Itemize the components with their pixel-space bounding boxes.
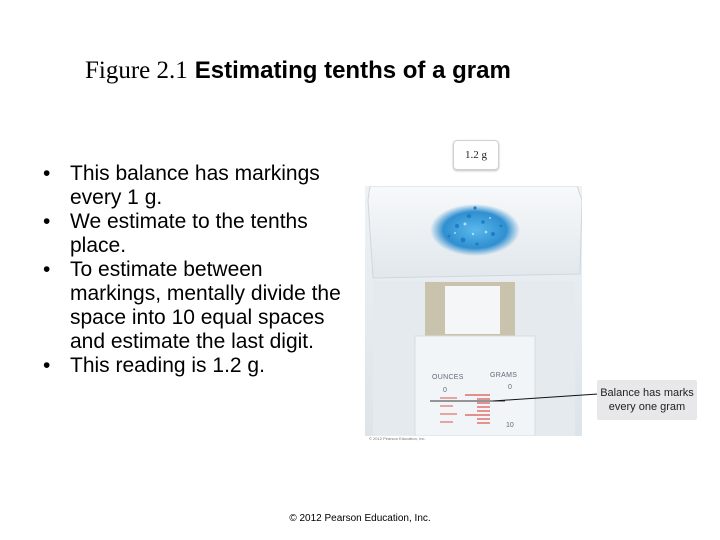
slide-title (85, 54, 705, 87)
bullet-text: This balance has markings every 1 g. (70, 162, 320, 209)
list-item (33, 354, 353, 378)
figure-heading: Estimating tenths of a gram (194, 57, 511, 84)
bullet-list (33, 162, 353, 378)
list-item (33, 162, 353, 210)
photo-credit: © 2012 Pearson Education, Inc. (369, 436, 426, 441)
bullet-text: This reading is 1.2 g. (70, 354, 265, 377)
crystal-pile (430, 204, 520, 256)
balance-column (445, 286, 500, 334)
bullet-dot: • (43, 162, 51, 185)
bullet-dot: • (43, 210, 51, 233)
marks-callout-text: Balance has marks every one gram (600, 387, 694, 413)
figure-label: Figure 2.1 (85, 57, 188, 84)
list-item (33, 258, 353, 354)
balance-photo (365, 186, 582, 436)
bullet-dot: • (43, 354, 51, 377)
reading-callout: 1.2 g (453, 140, 499, 170)
list-item (33, 210, 353, 258)
bullet-dot: • (43, 258, 51, 281)
bullet-text: We estimate to the tenths place. (70, 210, 308, 257)
bullet-text: To estimate between markings, mentally divide the space into 10 equal spaces and estimate the last digit. (70, 258, 341, 353)
scale-grams-zero: 0 (508, 384, 512, 391)
scale-ounces-zero: 0 (443, 387, 447, 394)
scale-window (415, 336, 535, 436)
marks-callout (597, 380, 697, 420)
copyright-footer: © 2012 Pearson Education, Inc. (289, 513, 431, 524)
scale-grams-label: GRAMS (490, 372, 518, 379)
scale-ounces-label: OUNCES (432, 374, 464, 381)
scale-grams-ten: 10 (506, 422, 514, 429)
